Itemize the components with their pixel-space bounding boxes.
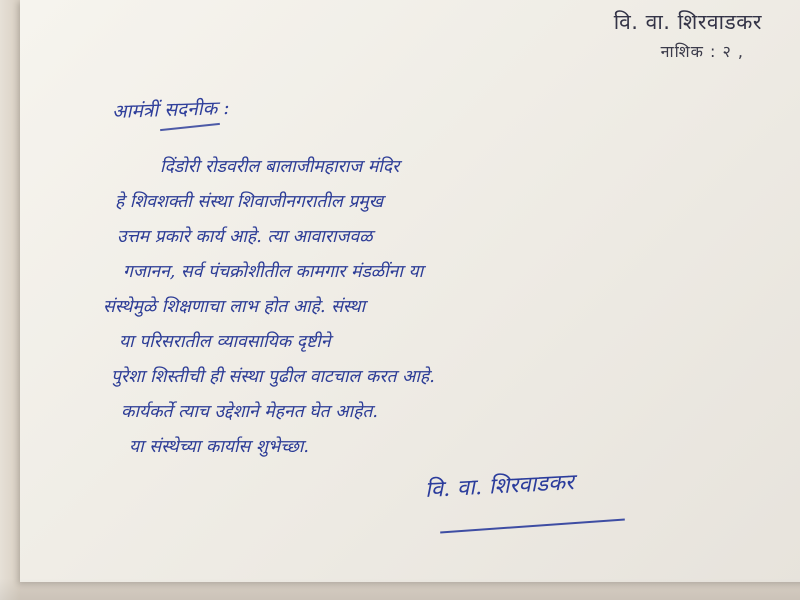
salutation-underline bbox=[160, 123, 220, 131]
letter-page bbox=[20, 0, 800, 582]
body-line: या परिसरातील व्यावसायिक दृष्टीने bbox=[119, 332, 331, 352]
signature: वि. वा. शिरवाडकर bbox=[424, 470, 575, 503]
paper-edge bbox=[0, 0, 20, 600]
body-line: गजानन, सर्व पंचक्रोशीतील कामगार मंडळींना या bbox=[123, 262, 424, 282]
body-line: कार्यकर्ते त्याच उद्देशाने मेहनत घेत आहेत. bbox=[121, 402, 378, 422]
letterhead bbox=[614, 8, 762, 62]
body-line: हे शिवशक्ती संस्था शिवाजीनगरातील प्रमुख bbox=[115, 192, 384, 212]
letter-body bbox=[103, 150, 715, 465]
letterhead-address: नाशिक : २ , bbox=[660, 42, 744, 61]
body-line: उत्तम प्रकारे कार्य आहे. त्या आवाराजवळ bbox=[117, 227, 373, 247]
body-line: पुरेशा शिस्तीची ही संस्था पुढील वाटचाल करत आहे. bbox=[111, 367, 435, 387]
letterhead-name: वि. वा. शिरवाडकर bbox=[613, 10, 762, 34]
body-line: संस्थेमुळे शिक्षणाचा लाभ होत आहे. संस्था bbox=[103, 297, 366, 317]
signature-underline bbox=[440, 519, 625, 534]
body-line: या संस्थेच्या कार्यास शुभेच्छा. bbox=[129, 437, 309, 457]
salutation: आमंत्रीं सदनीक : bbox=[111, 96, 231, 123]
body-line: दिंडोरी रोडवरील बालाजीमहाराज मंदिर bbox=[160, 157, 400, 177]
